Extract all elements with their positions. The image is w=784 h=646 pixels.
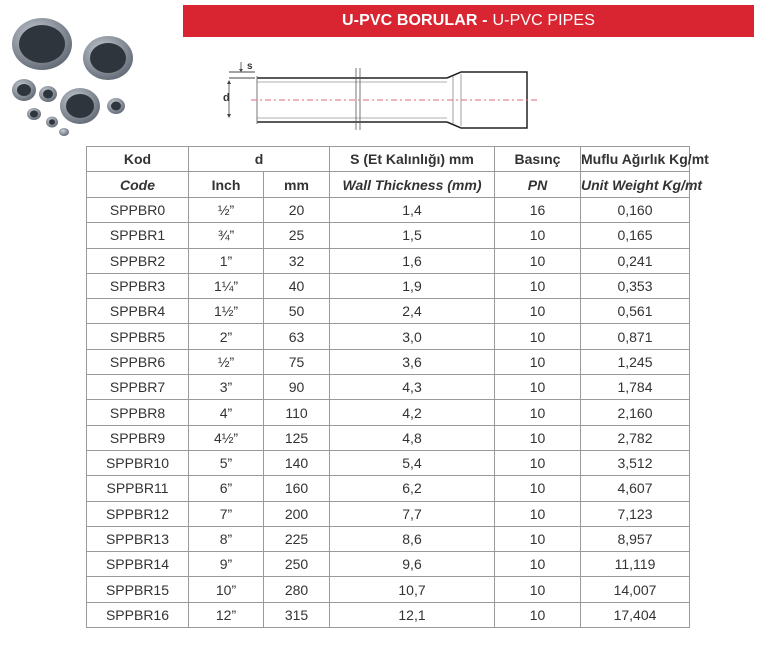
table-row (87, 501, 690, 526)
cell-pn: 10 (495, 602, 581, 627)
page-title-banner (183, 5, 754, 37)
cell-unit-weight: 8,957 (581, 526, 690, 551)
cell-unit-weight: 7,123 (581, 501, 690, 526)
cell-wall-thickness: 1,6 (330, 248, 495, 273)
table-row (87, 349, 690, 374)
cell-code: SPPBR10 (87, 450, 189, 475)
cell-inch: 1” (189, 248, 264, 273)
table-row (87, 273, 690, 298)
table-row (87, 248, 690, 273)
header-weight: Muflu Ağırlık Kg/mt (581, 147, 690, 172)
cell-unit-weight: 14,007 (581, 577, 690, 602)
cell-unit-weight: 2,782 (581, 425, 690, 450)
header-basinc: Basınç (495, 147, 581, 172)
table-row (87, 450, 690, 475)
table-row (87, 299, 690, 324)
table-row (87, 602, 690, 627)
title-english: U-PVC PIPES (492, 12, 595, 29)
cell-pn: 10 (495, 577, 581, 602)
label-s: s (247, 61, 253, 72)
cell-inch: 10” (189, 577, 264, 602)
cell-code: SPPBR9 (87, 425, 189, 450)
cell-inch: 6” (189, 476, 264, 501)
cell-inch: 7” (189, 501, 264, 526)
cell-code: SPPBR2 (87, 248, 189, 273)
cell-inch: ½” (189, 349, 264, 374)
cell-mm: 25 (264, 223, 330, 248)
cell-code: SPPBR0 (87, 198, 189, 223)
cell-wall-thickness: 9,6 (330, 552, 495, 577)
cell-mm: 75 (264, 349, 330, 374)
cell-mm: 110 (264, 400, 330, 425)
cell-mm: 280 (264, 577, 330, 602)
table-row (87, 400, 690, 425)
cell-code: SPPBR6 (87, 349, 189, 374)
header-kod: Kod (87, 147, 189, 172)
cell-wall-thickness: 4,3 (330, 375, 495, 400)
cell-pn: 10 (495, 375, 581, 400)
table-row (87, 526, 690, 551)
cell-mm: 125 (264, 425, 330, 450)
cell-unit-weight: 17,404 (581, 602, 690, 627)
header-d: d (189, 147, 330, 172)
header-unit-weight: Unit Weight Kg/mt (581, 172, 690, 198)
cell-mm: 140 (264, 450, 330, 475)
cell-wall-thickness: 4,2 (330, 400, 495, 425)
cell-pn: 10 (495, 248, 581, 273)
label-d: d (223, 92, 230, 104)
cell-pn: 10 (495, 425, 581, 450)
cell-pn: 10 (495, 476, 581, 501)
cell-inch: 4” (189, 400, 264, 425)
cell-unit-weight: 0,165 (581, 223, 690, 248)
header-mm: mm (264, 172, 330, 198)
cell-code: SPPBR7 (87, 375, 189, 400)
cell-inch: ½” (189, 198, 264, 223)
cell-code: SPPBR14 (87, 552, 189, 577)
cell-wall-thickness: 1,5 (330, 223, 495, 248)
cell-mm: 225 (264, 526, 330, 551)
title-turkish: U-PVC BORULAR - (342, 12, 488, 29)
cell-wall-thickness: 12,1 (330, 602, 495, 627)
table-row (87, 577, 690, 602)
header-code: Code (87, 172, 189, 198)
cell-wall-thickness: 4,8 (330, 425, 495, 450)
table-row (87, 375, 690, 400)
cell-pn: 10 (495, 450, 581, 475)
cell-inch: 9” (189, 552, 264, 577)
cell-code: SPPBR12 (87, 501, 189, 526)
cell-code: SPPBR11 (87, 476, 189, 501)
cell-mm: 32 (264, 248, 330, 273)
cell-mm: 90 (264, 375, 330, 400)
header-wall-thickness: Wall Thickness (mm) (330, 172, 495, 198)
cell-inch: ¾” (189, 223, 264, 248)
cell-code: SPPBR13 (87, 526, 189, 551)
cell-wall-thickness: 1,9 (330, 273, 495, 298)
cell-inch: 4½” (189, 425, 264, 450)
cell-inch: 5” (189, 450, 264, 475)
cell-inch: 3” (189, 375, 264, 400)
pipe-diagram (215, 56, 545, 130)
table-row (87, 223, 690, 248)
cell-inch: 1¼” (189, 273, 264, 298)
cell-pn: 10 (495, 273, 581, 298)
pipe-spec-table (86, 146, 709, 628)
cell-wall-thickness: 1,4 (330, 198, 495, 223)
cell-code: SPPBR4 (87, 299, 189, 324)
cell-code: SPPBR15 (87, 577, 189, 602)
cell-unit-weight: 0,353 (581, 273, 690, 298)
table-row (87, 425, 690, 450)
cell-wall-thickness: 2,4 (330, 299, 495, 324)
cell-pn: 10 (495, 324, 581, 349)
cell-wall-thickness: 6,2 (330, 476, 495, 501)
cell-mm: 63 (264, 324, 330, 349)
header-row-english (87, 172, 690, 198)
cell-pn: 10 (495, 552, 581, 577)
cell-inch: 8” (189, 526, 264, 551)
cell-unit-weight: 2,160 (581, 400, 690, 425)
cell-wall-thickness: 3,6 (330, 349, 495, 374)
header-inch: Inch (189, 172, 264, 198)
cell-inch: 12” (189, 602, 264, 627)
cell-wall-thickness: 3,0 (330, 324, 495, 349)
cell-mm: 250 (264, 552, 330, 577)
cell-pn: 16 (495, 198, 581, 223)
cell-code: SPPBR8 (87, 400, 189, 425)
cell-unit-weight: 4,607 (581, 476, 690, 501)
cell-pn: 10 (495, 223, 581, 248)
table-row (87, 198, 690, 223)
cell-unit-weight: 0,160 (581, 198, 690, 223)
header-pn: PN (495, 172, 581, 198)
cell-code: SPPBR16 (87, 602, 189, 627)
cell-unit-weight: 3,512 (581, 450, 690, 475)
table-row (87, 324, 690, 349)
cell-unit-weight: 1,245 (581, 349, 690, 374)
cell-pn: 10 (495, 526, 581, 551)
pipes-photo (8, 14, 134, 140)
cell-code: SPPBR5 (87, 324, 189, 349)
cell-pn: 10 (495, 400, 581, 425)
cell-mm: 315 (264, 602, 330, 627)
cell-inch: 1½” (189, 299, 264, 324)
cell-pn: 10 (495, 349, 581, 374)
cell-unit-weight: 0,561 (581, 299, 690, 324)
cell-mm: 40 (264, 273, 330, 298)
cell-mm: 20 (264, 198, 330, 223)
cell-wall-thickness: 7,7 (330, 501, 495, 526)
cell-code: SPPBR1 (87, 223, 189, 248)
table-row (87, 476, 690, 501)
cell-unit-weight: 1,784 (581, 375, 690, 400)
cell-wall-thickness: 8,6 (330, 526, 495, 551)
header-row-turkish (87, 147, 690, 172)
cell-unit-weight: 0,871 (581, 324, 690, 349)
cell-unit-weight: 11,119 (581, 552, 690, 577)
header-s: S (Et Kalınlığı) mm (330, 147, 495, 172)
cell-code: SPPBR3 (87, 273, 189, 298)
cell-mm: 50 (264, 299, 330, 324)
cell-wall-thickness: 5,4 (330, 450, 495, 475)
cell-mm: 200 (264, 501, 330, 526)
cell-inch: 2” (189, 324, 264, 349)
table-row (87, 552, 690, 577)
cell-unit-weight: 0,241 (581, 248, 690, 273)
cell-pn: 10 (495, 299, 581, 324)
cell-wall-thickness: 10,7 (330, 577, 495, 602)
cell-mm: 160 (264, 476, 330, 501)
cell-pn: 10 (495, 501, 581, 526)
